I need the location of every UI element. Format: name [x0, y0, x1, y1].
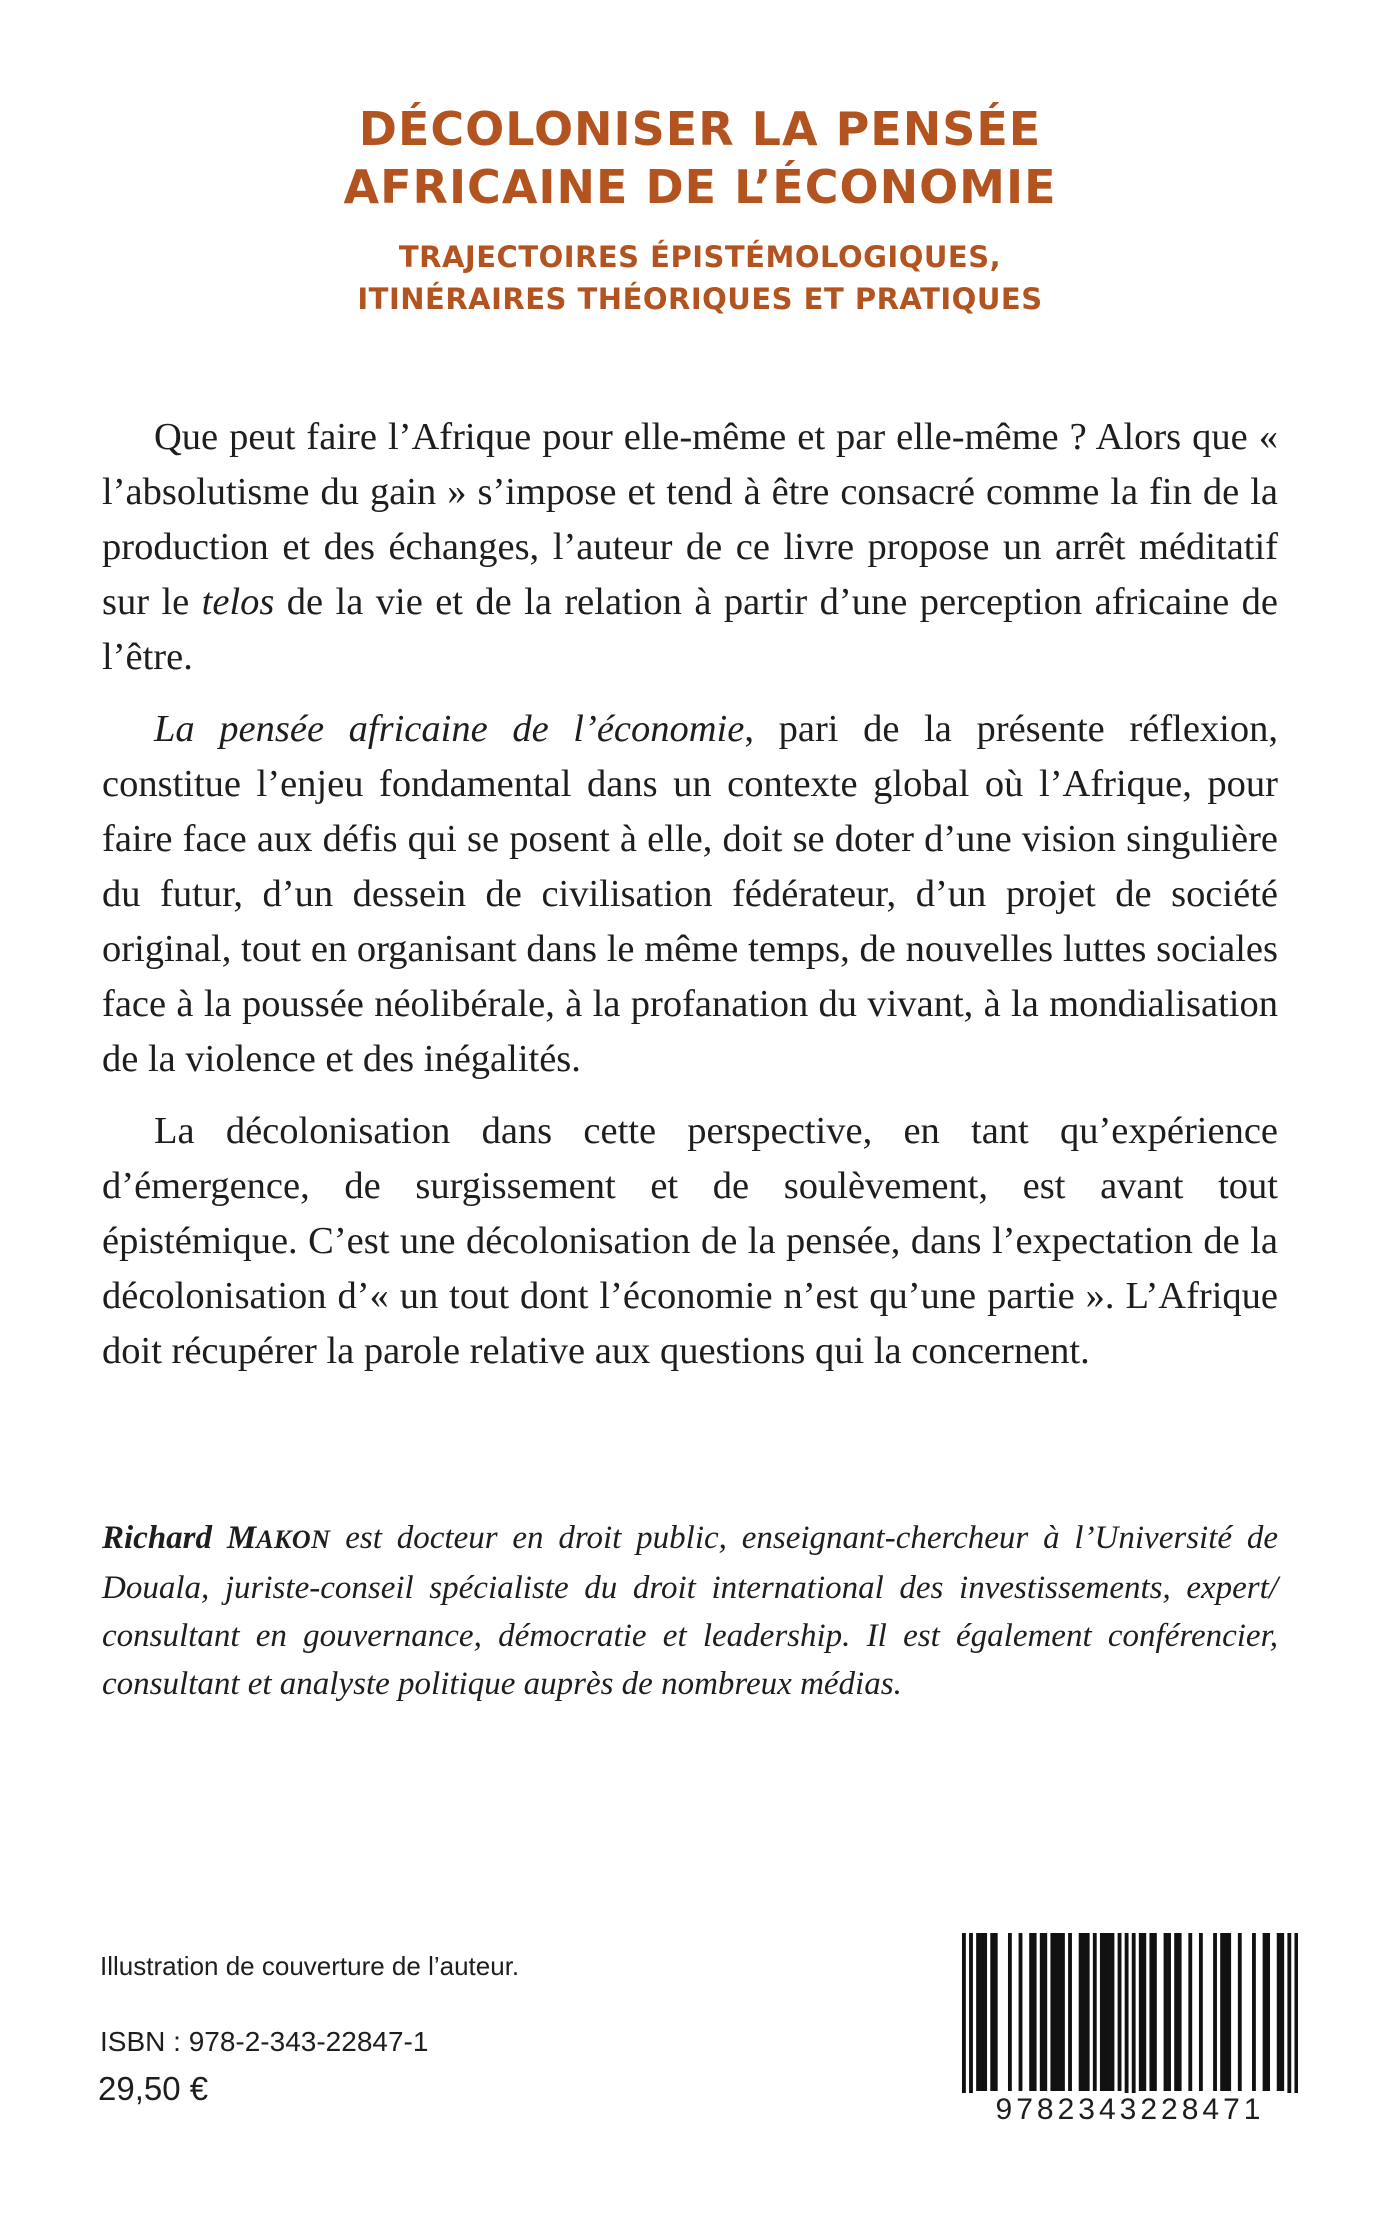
barcode-bar [1107, 1933, 1111, 2091]
barcode-bar [1220, 1933, 1224, 2091]
illustration-credit: Illustration de couverture de l’auteur. [100, 1951, 520, 1981]
paragraph-text: de la vie et de la relation à partir d’une perception africaine de l’être. [102, 581, 1278, 678]
barcode-bar [1111, 1933, 1115, 2091]
barcode-bar [1153, 1933, 1157, 2091]
barcode-bar [1050, 1933, 1054, 2091]
book-title-line-1: DÉCOLONISER LA PENSÉE [358, 102, 1042, 156]
barcode-bar [1057, 1933, 1061, 2091]
barcode-bar [1029, 1933, 1033, 2091]
title-block [0, 100, 1400, 320]
barcode-bar [1188, 1933, 1192, 2091]
barcode-bar [1093, 1933, 1097, 2091]
barcode-bar [1149, 1933, 1153, 2091]
barcode-bar [994, 1933, 998, 2091]
barcode-bar [1100, 1933, 1104, 2091]
barcode-bar [1043, 1933, 1047, 2091]
author-bio [102, 1514, 1278, 1708]
barcode-bar [983, 1933, 987, 2091]
bio-text: est docteur en droit public, enseignant-chercheur à l’Université de Douala, juriste-conseil spécialiste du droit international des investissements, expert/ consultant en gouvernance, démocratie et leadership. Il est également conférencier, consultant et analyste politique auprès de nombreux médias. [102, 1520, 1278, 1702]
subtitle-line-1: TRAJECTOIRES ÉPISTÉMOLOGIQUES, [398, 240, 1002, 274]
barcode-bar [1040, 1933, 1044, 2091]
barcode-bar [1061, 1933, 1065, 2091]
barcode-bar [1008, 1933, 1012, 2091]
isbn: ISBN : 978-2-343-22847-1 [100, 2026, 429, 2057]
barcode [962, 1933, 1298, 2129]
paragraph-text: , pari de la présente réflexion, constitue l’enjeu fondamental dans un contexte global où l’Afrique, pour faire face aux défis qui se posent à elle, doit se doter d’une vision singulière du futur, d’un dessein de civilisation fédérateur, d’un projet de société original, tout en organisant dans le même temps, de nouvelles luttes sociales face à la poussée néolibérale, à la profanation du vivant, à la mondialisation de la violence et des inégalités. [102, 708, 1278, 1080]
barcode-bar [1054, 1933, 1058, 2091]
barcode-bar [962, 1933, 966, 2101]
italic-phrase: La pensée africaine de l’économie [154, 708, 745, 750]
barcode-bar [1174, 1933, 1178, 2091]
barcode-bar [1252, 1933, 1256, 2091]
barcode-bar [1294, 1933, 1298, 2101]
barcode-bar [1280, 1933, 1284, 2091]
barcode-digits: 9782343228471 [962, 2093, 1298, 2127]
barcode-bar [1142, 1933, 1146, 2091]
barcode-bar [1178, 1933, 1182, 2091]
back-cover-blurb [102, 410, 1278, 1396]
barcode-bar [1164, 1933, 1168, 2091]
book-title-line-2: AFRICAINE DE L’ÉCONOMIE [343, 160, 1057, 214]
subtitle-block [0, 236, 1400, 320]
barcode-bar [1019, 1933, 1023, 2091]
barcode-bar [1139, 1933, 1143, 2091]
barcode-bar [969, 1933, 973, 2101]
barcode-bar [1068, 1933, 1072, 2091]
barcode-bar [1227, 1933, 1231, 2091]
blurb-paragraph-2 [102, 702, 1278, 1087]
barcode-bar [1103, 1933, 1107, 2091]
barcode-bar [1287, 1933, 1291, 2101]
barcode-bar [1213, 1933, 1217, 2091]
barcode-bar [1238, 1933, 1242, 2091]
barcode-bar [1277, 1933, 1281, 2091]
barcode-bar [1033, 1933, 1037, 2091]
barcode-bar [1167, 1933, 1171, 2091]
price: 29,50 € [98, 2070, 209, 2107]
barcode-bar [1199, 1933, 1203, 2091]
barcode-bar [1079, 1933, 1083, 2091]
barcode-bar [1086, 1933, 1090, 2091]
paragraph-text: Que peut faire l’Afrique pour elle-même et par elle-même ? Alors que « l’absolutisme du gain » s’impose et tend à être consacré comme la fin de la production et des échanges, l’auteur de ce livre propose un arrêt méditatif sur le [102, 416, 1278, 623]
author-name: Richard MAKON [102, 1520, 331, 1556]
blurb-paragraph-3: La décolonisation dans cette perspective, en tant qu’expérience d’émergence, de surgissement et de soulèvement, est avant tout épistémique. C’est une décolonisation de la pensée, dans l’expectation de la décolonisation d’« un tout dont l’économie n’est qu’une partie ». L’Afrique doit récupérer la parole relative aux questions qui la concernent. [102, 1110, 1278, 1372]
barcode-bar [1263, 1933, 1267, 2091]
barcode-bar [1082, 1933, 1086, 2091]
barcode-bar [1224, 1933, 1228, 2091]
barcode-bar [1118, 1933, 1122, 2091]
barcode-bar [976, 1933, 980, 2091]
blurb-paragraph-1 [102, 410, 1278, 685]
barcode-bar [1266, 1933, 1270, 2091]
barcode-bar [1125, 1933, 1129, 2101]
subtitle-line-2: ITINÉRAIRES THÉORIQUES ET PRATIQUES [357, 282, 1043, 316]
telos-italic: telos [201, 581, 275, 623]
barcode-bar [990, 1933, 994, 2091]
barcode-bar [980, 1933, 984, 2091]
barcode-bar [1132, 1933, 1136, 2101]
